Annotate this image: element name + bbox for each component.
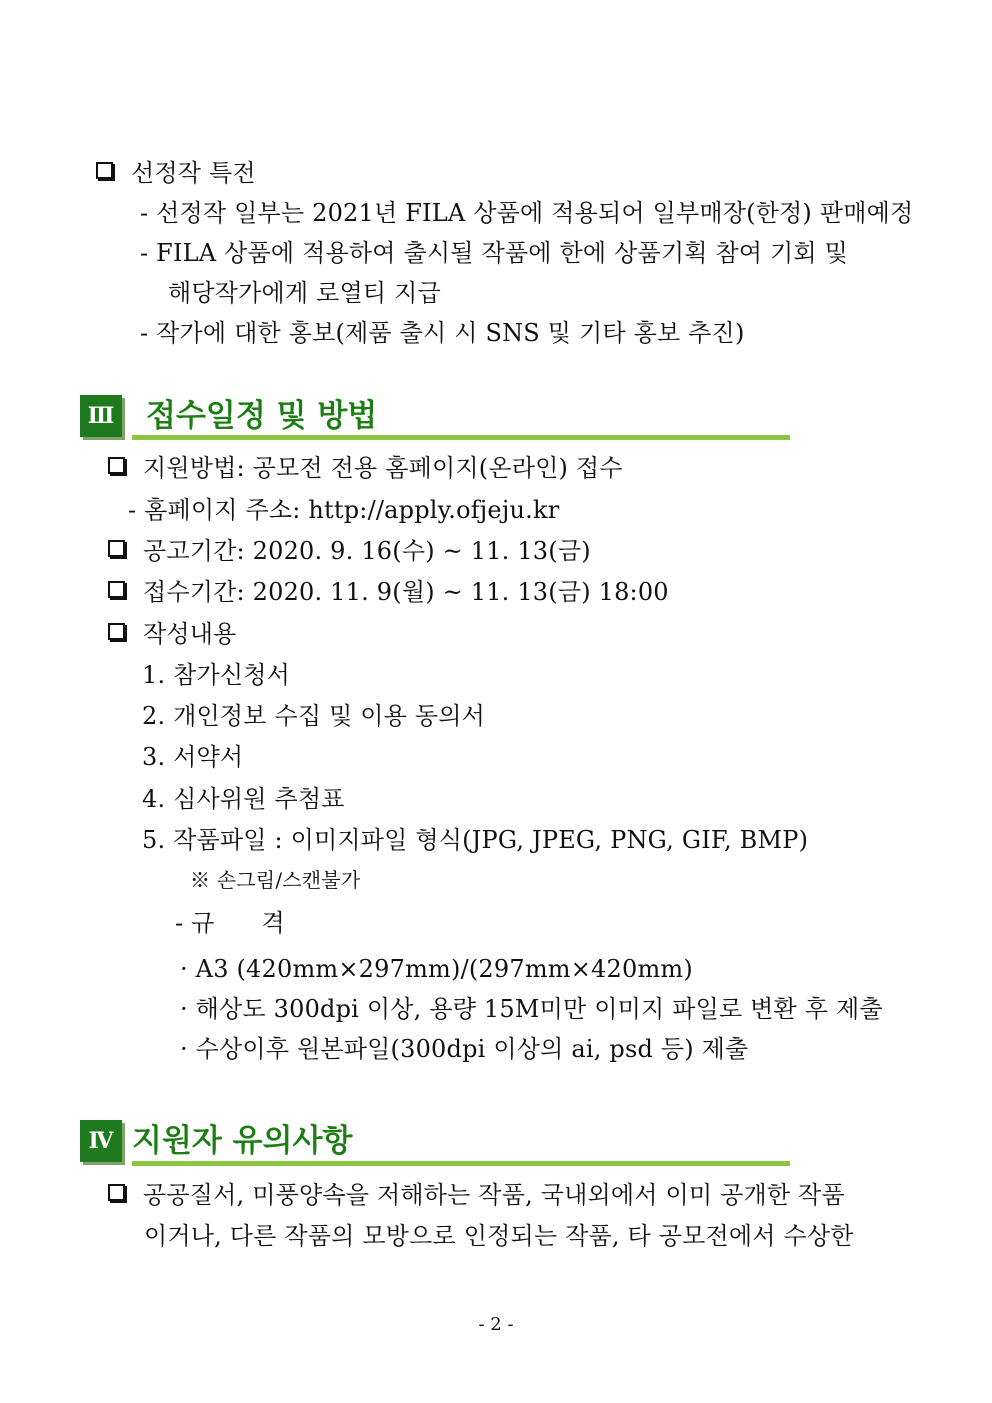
homepage-address: - 홈페이지 주소: http://apply.ofjeju.kr	[128, 496, 560, 524]
section-title: 접수일정 및 방법	[146, 398, 378, 434]
receipt-period: 접수기간: 2020. 11. 9(월) ~ 11. 13(금) 18:00	[108, 577, 669, 607]
checkbox-bullet-icon	[96, 162, 113, 179]
scan-note: ※ 손그림/스캔불가	[190, 868, 361, 892]
checkbox-bullet-icon	[108, 623, 125, 640]
notice-period: 공고기간: 2020. 9. 16(수) ~ 11. 13(금)	[108, 536, 591, 566]
contents-item: 2. 개인정보 수집 및 이용 동의서	[142, 702, 486, 730]
checkbox-bullet-icon	[108, 457, 125, 474]
benefits-item: - FILA 상품에 적용하여 출시될 작품에 한에 상품기획 참여 기회 및	[140, 239, 849, 267]
benefits-item: - 작가에 대한 홍보(제품 출시 시 SNS 및 기타 홍보 추진)	[140, 319, 745, 347]
contents-item: 3. 서약서	[142, 743, 244, 771]
section-number-badge: Ⅲ	[80, 395, 122, 437]
section-4-header	[80, 1120, 792, 1168]
checkbox-bullet-icon	[108, 1184, 125, 1201]
page-number: - 2 -	[478, 1314, 514, 1335]
caution-line: 이거나, 다른 작품의 모방으로 인정되는 작품, 타 공모전에서 수상한	[144, 1222, 854, 1250]
spec-item: · 해상도 300dpi 이상, 용량 15M미만 이미지 파일로 변환 후 제출	[180, 995, 883, 1023]
section-title: 지원자 유의사항	[132, 1123, 353, 1159]
contents-item: 4. 심사위원 추첨표	[142, 785, 345, 813]
spec-item: · A3 (420mm×297mm)/(297mm×420mm)	[180, 955, 693, 983]
contents-item: 5. 작품파일 : 이미지파일 형식(JPG, JPEG, PNG, GIF, BMP)	[142, 826, 809, 854]
checkbox-bullet-icon	[108, 540, 125, 557]
section-underline	[132, 435, 790, 440]
benefits-item: 해당작가에게 로열티 지급	[168, 279, 441, 307]
contents-heading: 작성내용	[108, 619, 237, 649]
section-3-header	[80, 395, 792, 443]
checkbox-bullet-icon	[108, 581, 125, 598]
section-underline	[132, 1161, 790, 1166]
benefits-item: - 선정작 일부는 2021년 FILA 상품에 적용되어 일부매장(한정) 판매예정	[140, 199, 914, 227]
caution-line: 공공질서, 미풍양속을 저해하는 작품, 국내외에서 이미 공개한 작품	[108, 1180, 845, 1210]
apply-method: 지원방법: 공모전 전용 홈페이지(온라인) 접수	[108, 453, 623, 483]
spec-item: · 수상이후 원본파일(300dpi 이상의 ai, psd 등) 제출	[180, 1035, 749, 1063]
spec-label: - 규 격	[175, 909, 285, 937]
benefits-heading: 선정작 특전	[96, 158, 256, 188]
section-number-badge: Ⅳ	[80, 1120, 122, 1162]
contents-item: 1. 참가신청서	[142, 661, 291, 689]
